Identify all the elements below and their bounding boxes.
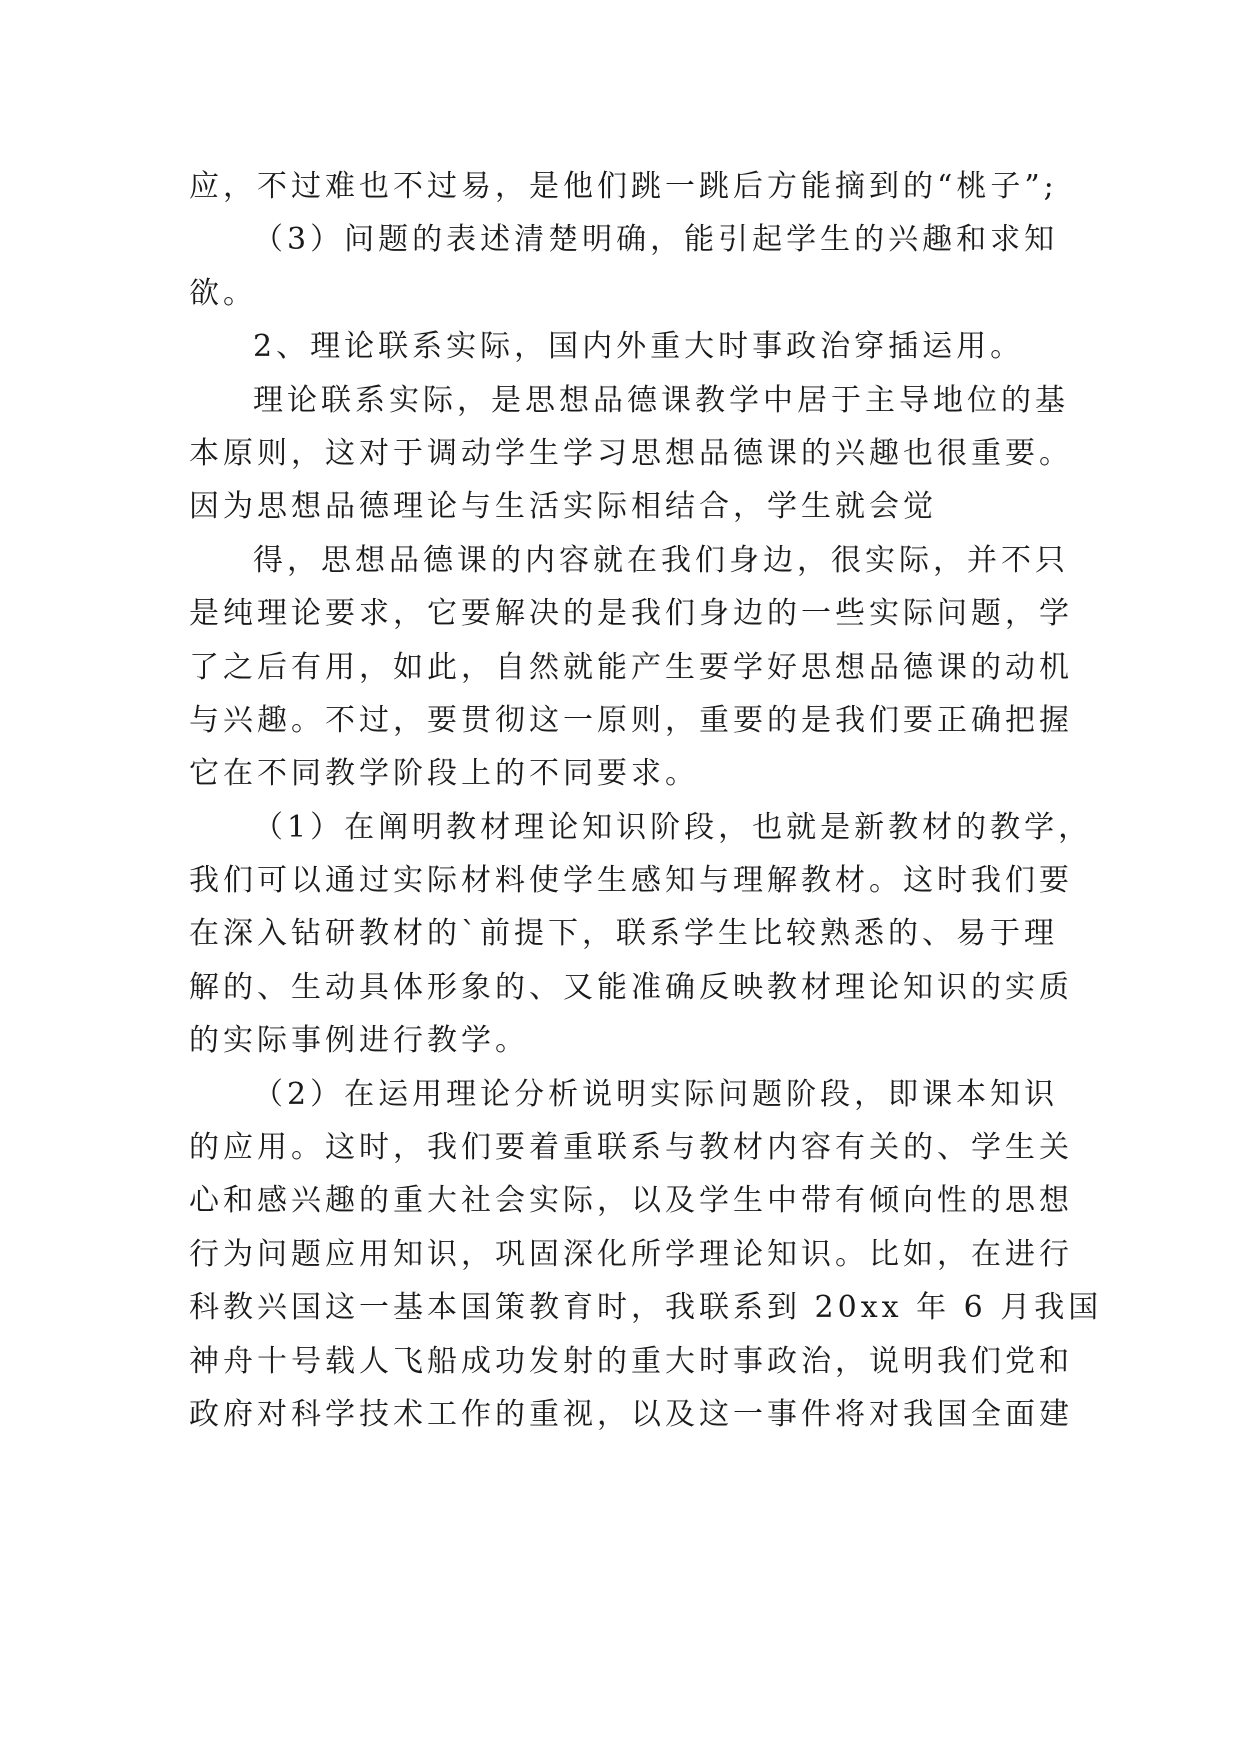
text-line: 欲。 <box>189 275 257 311</box>
text-line: 本原则，这对于调动学生学习思想品德课的兴趣也很重要。 <box>189 435 1073 471</box>
text-line: 与兴趣。不过，要贯彻这一原则，重要的是我们要正确把握 <box>189 702 1073 738</box>
text-line: 政府对科学技术工作的重视，以及这一事件将对我国全面建 <box>189 1396 1073 1432</box>
text-line: 科教兴国这一基本国策教育时，我联系到 20xx 年 6 月我国 <box>189 1290 1103 1326</box>
text-line: （3）问题的表述清楚明确，能引起学生的兴趣和求知 <box>253 222 1059 258</box>
text-line: 神舟十号载人飞船成功发射的重大时事政治，说明我们党和 <box>189 1343 1073 1379</box>
text-line: （1）在阐明教材理论知识阶段，也就是新教材的教学， <box>253 809 1093 845</box>
text-line: 的实际事例进行教学。 <box>189 1023 529 1059</box>
text-line: 2、理论联系实际，国内外重大时事政治穿插运用。 <box>253 329 1025 365</box>
text-line: 因为思想品德理论与生活实际相结合，学生就会觉 <box>189 489 937 525</box>
text-line: 在深入钻研教材的`前提下，联系学生比较熟悉的、易于理 <box>189 916 1058 952</box>
text-line: 了之后有用，如此，自然就能产生要学好思想品德课的动机 <box>189 649 1073 685</box>
text-line: 心和感兴趣的重大社会实际，以及学生中带有倾向性的思想 <box>189 1183 1073 1219</box>
text-line: 理论联系实际，是思想品德课教学中居于主导地位的基 <box>253 382 1069 418</box>
text-line: 它在不同教学阶段上的不同要求。 <box>189 756 699 792</box>
text-line: 解的、生动具体形象的、又能准确反映教材理论知识的实质 <box>189 969 1073 1005</box>
text-line: （2）在运用理论分析说明实际问题阶段，即课本知识 <box>253 1076 1059 1112</box>
text-line: 的应用。这时，我们要着重联系与教材内容有关的、学生关 <box>189 1130 1073 1166</box>
text-line: 应，不过难也不过易，是他们跳一跳后方能摘到的“桃子”; <box>189 169 1058 204</box>
text-line: 得，思想品德课的内容就在我们身边，很实际，并不只 <box>253 542 1069 578</box>
document-body <box>189 160 1103 1441</box>
text-line: 是纯理论要求，它要解决的是我们身边的一些实际问题，学 <box>189 596 1073 632</box>
text-line: 我们可以通过实际材料使学生感知与理解教材。这时我们要 <box>189 863 1073 899</box>
text-line: 行为问题应用知识，巩固深化所学理论知识。比如，在进行 <box>189 1236 1073 1272</box>
